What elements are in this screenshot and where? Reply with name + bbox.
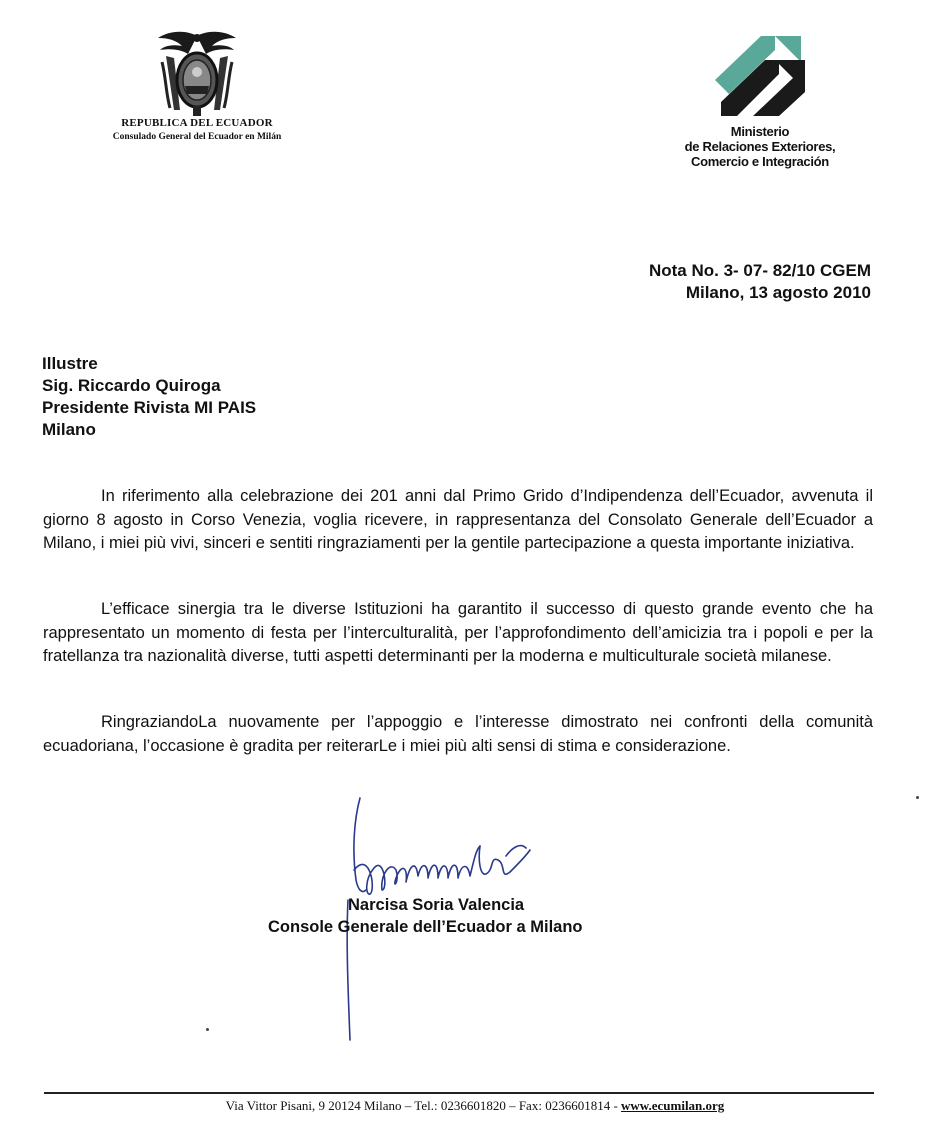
footer-divider — [44, 1092, 874, 1094]
footer-contact — [0, 1098, 950, 1114]
body-paragraph: L’efficace sinergia tra le diverse Istituzioni ha garantito il successo di questo grande evento che ha rappresentato un momento di festa per l’interculturalità, per l’approfondimento dell’amicizia tra i popoli e per la fratellanza tra nazionalità diverse, tutti aspetti determinanti per la moderna e multiculturale società milanese. — [43, 600, 873, 665]
recipient-name: Sig. Riccardo Quiroga — [42, 376, 221, 395]
reference-block — [649, 260, 871, 304]
ministry-name — [640, 124, 880, 169]
recipient-block — [42, 353, 256, 441]
recipient-role: Presidente Rivista MI PAIS — [42, 398, 257, 417]
footer-website-link[interactable]: www.ecumilan.org — [621, 1098, 725, 1113]
ministry-line-1: Ministerio — [730, 124, 790, 139]
note-number: Nota No. 3- 07- 82/10 CGEM — [648, 261, 871, 280]
signer-title: Console Generale dell’Ecuador a Milano — [268, 918, 583, 936]
scan-speck — [916, 796, 919, 799]
scan-speck — [206, 1028, 209, 1031]
signer-name: Narcisa Soria Valencia — [348, 896, 525, 914]
ministry-arrow-logo-icon — [713, 32, 813, 118]
ecuador-coat-of-arms-icon — [152, 28, 242, 118]
ministry-line-2: de Relaciones Exteriores, — [684, 139, 836, 154]
ministry-line-3: Comercio e Integración — [691, 154, 829, 169]
recipient-city: Milano — [42, 420, 96, 439]
body-paragraph: In riferimento alla celebrazione dei 201 anni dal Primo Grido d’Indipendenza dell’Ecuador, avvenuta il giorno 8 agosto in Corso Venezia, voglia ricevere, in rappresentanza del Consolato Generale dell’Ecuador a Milano, i miei più vivi, sinceri e sentiti ringraziamenti per la gentile partecipazione a questa importante iniziativa. — [43, 487, 873, 552]
recipient-salutation: Illustre — [42, 354, 98, 373]
place-date: Milano, 13 agosto 2010 — [685, 283, 871, 302]
republic-name: REPUBLICA DEL ECUADOR — [121, 117, 273, 129]
consulate-name: Consulado General del Ecuador en Milán — [112, 132, 282, 142]
body-paragraph: RingraziandoLa nuovamente per l’appoggio e l’interesse dimostrato nei confronti della comunità ecuadoriana, l’occasione è gradita per reiterarLe i miei più alti sensi di stima e considerazione. — [43, 713, 873, 755]
footer-address: Via Vittor Pisani, 9 20124 Milano – Tel.: 0236601820 – Fax: 0236601814 - — [225, 1098, 622, 1113]
